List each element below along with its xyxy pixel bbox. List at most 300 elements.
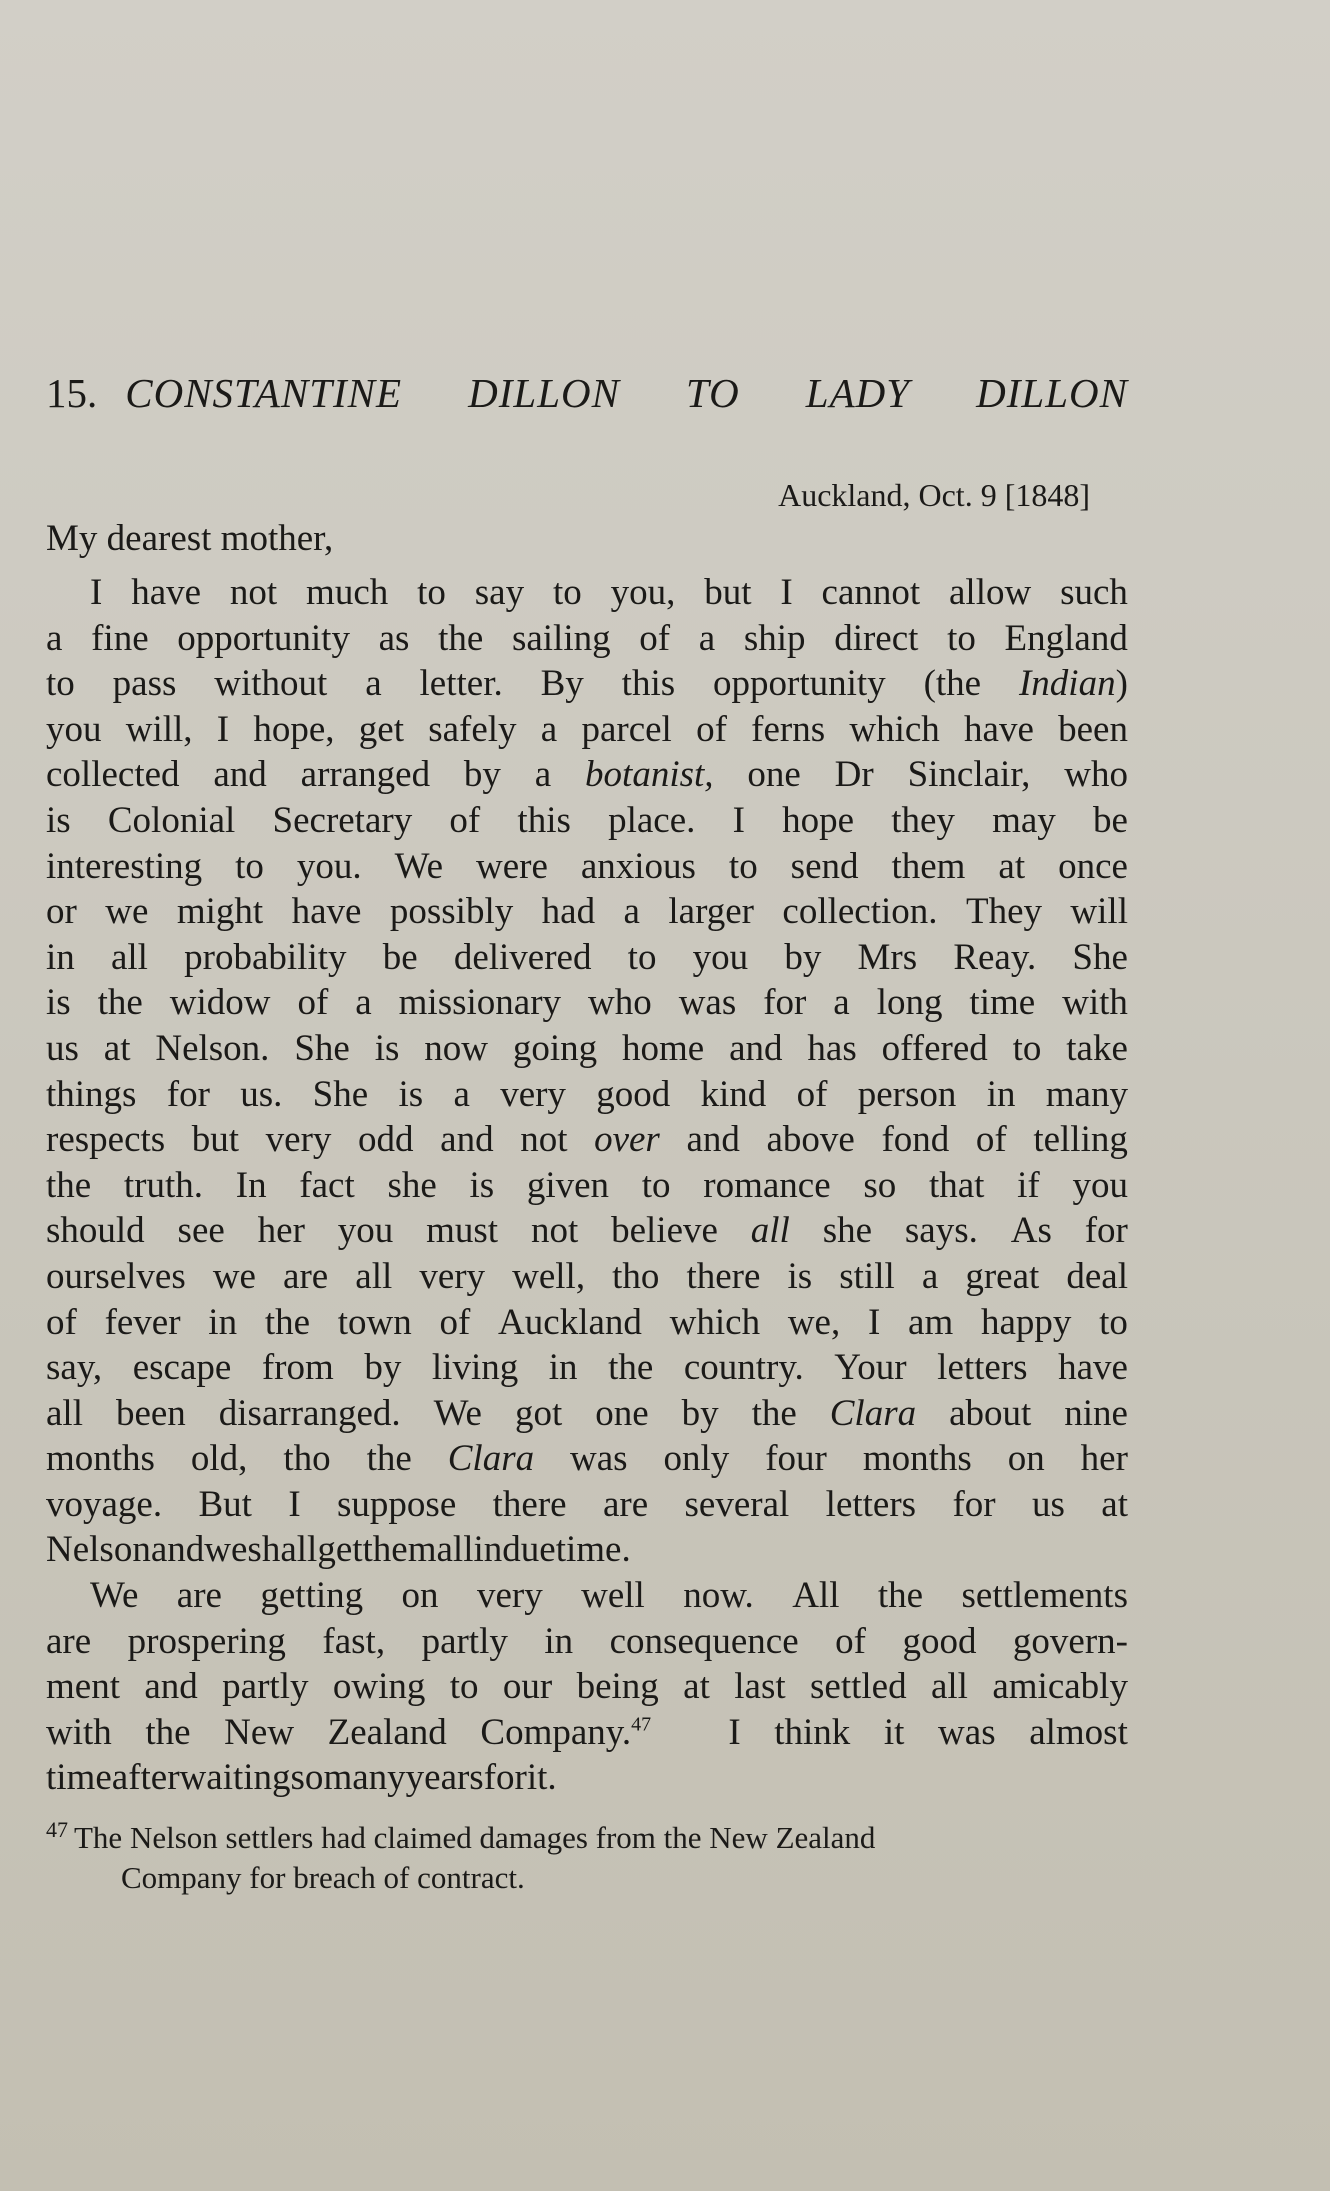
word: not — [229, 572, 278, 613]
word: I — [216, 708, 230, 750]
word: is — [787, 1255, 813, 1297]
word: is — [374, 1027, 400, 1069]
word: if — [1017, 1164, 1040, 1206]
word: in — [986, 1073, 1016, 1115]
text-line — [46, 844, 1128, 890]
word: for — [483, 1757, 527, 1799]
word: Secretary — [272, 799, 413, 841]
word: of — [46, 1301, 77, 1343]
word: from — [261, 1347, 334, 1389]
word: all — [46, 1392, 83, 1434]
word: now. — [683, 1575, 754, 1617]
word: one — [747, 754, 801, 796]
word: fast, — [322, 1620, 386, 1662]
word: a — [921, 1255, 939, 1297]
word: was — [938, 1711, 996, 1753]
word: will — [1070, 891, 1128, 933]
text-line — [46, 1482, 1128, 1528]
word: at — [998, 845, 1026, 887]
word: to — [417, 572, 446, 613]
word: settled — [810, 1666, 907, 1708]
word: the — [608, 1347, 654, 1389]
word: voyage. — [46, 1483, 163, 1525]
word: all — [436, 1529, 474, 1571]
word: get — [317, 1529, 363, 1571]
word: that — [928, 1164, 985, 1206]
word: Reay. — [953, 936, 1037, 978]
word: (the — [923, 663, 982, 705]
word: England — [1004, 617, 1128, 659]
word: you — [46, 708, 102, 750]
word: As — [1010, 1210, 1052, 1252]
word: getting — [260, 1575, 364, 1617]
word: in — [46, 936, 75, 978]
word: given — [526, 1164, 610, 1206]
text-line — [46, 798, 1128, 844]
text-line — [46, 1619, 1128, 1665]
word: nine — [1064, 1392, 1128, 1434]
word: collection. — [782, 891, 938, 933]
word: this — [517, 799, 571, 841]
word: hope, — [253, 708, 335, 750]
word: the — [264, 1301, 311, 1343]
word: escape — [132, 1347, 232, 1389]
word: months — [862, 1438, 972, 1480]
word: above — [766, 1119, 855, 1161]
text-line — [46, 1710, 1128, 1756]
word: almost — [1029, 1711, 1128, 1753]
word: well — [581, 1575, 645, 1617]
word: once — [1058, 845, 1128, 887]
word: not — [520, 1119, 568, 1161]
word: collected — [46, 754, 180, 796]
footnote-line — [46, 1858, 1128, 1898]
word: widow — [169, 982, 271, 1024]
word: say, — [46, 1347, 103, 1389]
word: I — [867, 1301, 881, 1343]
word: and — [150, 1529, 205, 1571]
word: ship — [743, 617, 806, 659]
word: one — [595, 1392, 649, 1434]
word: there — [492, 1483, 567, 1525]
text-line — [46, 1391, 1128, 1437]
word: well, — [512, 1255, 586, 1297]
word: possibly — [389, 891, 514, 933]
word: a — [623, 891, 640, 933]
word: I — [780, 572, 793, 613]
word: over — [594, 1119, 660, 1161]
word: we — [204, 1529, 248, 1571]
word: believe — [611, 1210, 718, 1252]
word: ment — [46, 1666, 120, 1708]
word: Your — [834, 1347, 907, 1389]
word: a — [540, 708, 558, 750]
word: on — [401, 1575, 439, 1617]
word: to — [449, 1666, 479, 1708]
word: at — [683, 1666, 710, 1708]
word: might — [176, 891, 264, 933]
word: you, — [610, 572, 676, 613]
word: very — [500, 1073, 566, 1115]
word: our — [502, 1666, 553, 1708]
word: and — [729, 1027, 783, 1069]
word: in — [548, 1347, 578, 1389]
word: not — [530, 1210, 579, 1252]
word: to — [627, 936, 657, 978]
word: the — [877, 1575, 924, 1617]
word: very — [476, 1575, 543, 1617]
word: all — [355, 1255, 393, 1297]
text-line — [46, 935, 1128, 981]
word: good — [902, 1620, 977, 1662]
word: is — [46, 799, 71, 841]
text-line — [46, 570, 1128, 616]
word: for — [166, 1073, 210, 1115]
word: will, — [125, 708, 193, 750]
dateline: Auckland, Oct. 9 [1848] — [778, 477, 1090, 513]
word: with — [46, 1711, 112, 1753]
word: very — [419, 1255, 486, 1297]
word: the — [438, 617, 484, 659]
footnote-mark: 47 — [46, 1816, 68, 1842]
text-line — [46, 1436, 1128, 1482]
word: should — [46, 1210, 145, 1252]
word: we, — [787, 1301, 841, 1343]
word: botanist, — [585, 754, 714, 796]
word: at — [103, 1027, 131, 1069]
word: are — [46, 1620, 92, 1662]
word: now — [424, 1027, 488, 1069]
word: ourselves — [46, 1255, 186, 1297]
text-line — [46, 889, 1128, 935]
word: been — [1058, 708, 1128, 750]
word: years — [405, 1757, 484, 1799]
word: hope — [782, 799, 855, 841]
word: after — [111, 1757, 180, 1799]
word: to — [947, 617, 976, 659]
word: safely — [428, 708, 517, 750]
word: say — [474, 572, 525, 613]
text-line — [46, 1026, 1128, 1072]
word: tho — [612, 1255, 660, 1297]
word: have — [131, 572, 202, 613]
text-line — [46, 1527, 1128, 1573]
word: consequence — [609, 1620, 799, 1662]
word: are — [602, 1483, 649, 1525]
word: many — [1045, 1073, 1128, 1115]
word: but — [191, 1119, 240, 1161]
word: delivered — [453, 936, 592, 978]
word: Zealand — [327, 1711, 447, 1753]
word: suppose — [337, 1483, 457, 1525]
word: last — [734, 1666, 786, 1708]
word: happy — [980, 1301, 1072, 1343]
word: on — [1007, 1438, 1045, 1480]
word: for — [952, 1483, 996, 1525]
word: we — [105, 891, 149, 933]
word: missionary — [398, 982, 562, 1024]
word: who — [1064, 754, 1128, 796]
word: take — [1066, 1027, 1128, 1069]
word: been — [115, 1392, 186, 1434]
word: truth. — [123, 1164, 204, 1206]
word: by — [364, 1347, 402, 1389]
word: waiting — [179, 1757, 291, 1799]
word: all — [750, 1210, 790, 1252]
word: all — [110, 936, 148, 978]
text-line — [46, 1755, 1128, 1801]
word: by — [681, 1392, 719, 1434]
word: and — [144, 1666, 198, 1708]
word: a — [46, 617, 63, 659]
word: in — [473, 1529, 503, 1571]
word: ferns — [751, 708, 826, 750]
word: got — [514, 1392, 563, 1434]
word: you. — [296, 845, 362, 887]
word: time — [46, 1757, 112, 1799]
word: it — [883, 1711, 905, 1753]
word: get — [358, 708, 404, 750]
word: prospering — [127, 1620, 286, 1662]
word: She — [294, 1027, 350, 1069]
text-line — [46, 1072, 1128, 1118]
heading-word: DILLON — [468, 370, 620, 416]
word: amicably — [992, 1666, 1128, 1708]
word: be — [1092, 799, 1128, 841]
word: to — [728, 845, 758, 887]
word: to — [1099, 1301, 1128, 1343]
word: Clara — [829, 1392, 917, 1434]
word: she — [387, 1164, 437, 1206]
word: odd — [358, 1119, 414, 1161]
word: of — [796, 1073, 828, 1115]
text-line — [46, 1208, 1128, 1254]
word: may — [992, 799, 1056, 841]
word: going — [512, 1027, 598, 1069]
word: old, — [190, 1438, 248, 1480]
word: are — [176, 1575, 222, 1617]
word: letters — [825, 1483, 917, 1525]
word: them — [891, 845, 966, 887]
word: to — [641, 1164, 671, 1206]
word: kind — [700, 1073, 767, 1115]
word: a — [355, 982, 372, 1024]
letter-title — [125, 368, 1128, 418]
text-line — [46, 707, 1128, 753]
word: time. — [555, 1529, 631, 1571]
word: of — [975, 1119, 1007, 1161]
letter-body — [46, 570, 1128, 1801]
word: says. — [904, 1210, 978, 1252]
word: see — [177, 1210, 225, 1252]
word: at — [1101, 1483, 1128, 1525]
word: govern- — [1012, 1620, 1128, 1662]
word: opportunity — [713, 663, 886, 705]
word: in — [544, 1620, 574, 1662]
word: deal — [1066, 1255, 1128, 1297]
word: of — [449, 799, 481, 841]
word: was — [678, 982, 737, 1024]
word: partly — [421, 1620, 508, 1662]
word: of — [696, 708, 727, 750]
word: Nelson. — [155, 1027, 270, 1069]
word: us — [46, 1027, 79, 1069]
word: of — [297, 982, 329, 1024]
word: which — [849, 708, 940, 750]
word: fine — [91, 617, 149, 659]
word: this — [621, 663, 676, 705]
text-line — [46, 752, 1128, 798]
word: several — [684, 1483, 790, 1525]
word: to — [46, 663, 75, 705]
word: arranged — [300, 754, 431, 796]
word: We — [394, 845, 444, 887]
word: by — [463, 754, 501, 796]
heading-word: DILLON — [976, 370, 1128, 416]
word: living — [431, 1347, 519, 1389]
word: had — [541, 891, 596, 933]
word: it. — [526, 1757, 557, 1799]
word: place. — [608, 799, 696, 841]
word: offered — [881, 1027, 988, 1069]
word: think — [774, 1711, 851, 1753]
text-line — [46, 1117, 1128, 1163]
word: fact — [299, 1164, 355, 1206]
word: Clara — [447, 1438, 535, 1480]
word: fond — [881, 1119, 950, 1161]
text-line — [46, 1664, 1128, 1710]
word: cannot — [821, 572, 921, 613]
word: all — [930, 1666, 968, 1708]
word: and — [213, 754, 267, 796]
word: I — [728, 1711, 741, 1753]
word: good — [596, 1073, 671, 1115]
text-line — [46, 1254, 1128, 1300]
word: much — [306, 572, 389, 613]
word: her — [257, 1210, 305, 1252]
word: have — [291, 891, 362, 933]
word: I — [90, 572, 103, 613]
footnote-reference: 47 — [631, 1713, 652, 1736]
word: home — [622, 1027, 705, 1069]
word: We — [433, 1392, 482, 1434]
word: telling — [1033, 1119, 1128, 1161]
word: is — [398, 1073, 424, 1115]
word: All — [792, 1575, 840, 1617]
word: She — [1072, 936, 1128, 978]
word: you — [1072, 1164, 1128, 1206]
word: there — [686, 1255, 761, 1297]
word: the — [46, 1164, 92, 1206]
word: letter. — [419, 663, 503, 705]
word: probability — [184, 936, 347, 978]
word: a — [365, 663, 382, 705]
word: was — [570, 1438, 628, 1480]
footnote-text-2: Company for breach of contract. — [121, 1860, 525, 1895]
word: anxious — [580, 845, 696, 887]
word: were — [475, 845, 548, 887]
word: person — [857, 1073, 957, 1115]
word: for — [1084, 1210, 1128, 1252]
text-line — [46, 980, 1128, 1026]
word: to — [552, 572, 582, 613]
word: you — [337, 1210, 394, 1252]
word: very — [265, 1119, 332, 1161]
word: country. — [683, 1347, 804, 1389]
word: of — [439, 1301, 471, 1343]
word: We — [90, 1575, 139, 1617]
footnote-text-1: The Nelson settlers had claimed damages from the New Zealand — [74, 1820, 876, 1855]
word: but — [704, 572, 752, 613]
word: send — [790, 845, 859, 887]
word: They — [965, 891, 1042, 933]
word: she — [822, 1210, 873, 1252]
word: about — [949, 1392, 1032, 1434]
word: you — [692, 936, 749, 978]
word: letters — [937, 1347, 1028, 1389]
word: is — [46, 982, 71, 1024]
word: and — [440, 1119, 494, 1161]
word: months — [46, 1438, 155, 1480]
word: She — [312, 1073, 369, 1115]
word: partly — [222, 1666, 309, 1708]
word: is — [469, 1164, 495, 1206]
word: settlements — [961, 1575, 1128, 1617]
word: to — [235, 845, 264, 887]
word: Dr — [834, 754, 874, 796]
word: a — [698, 617, 716, 659]
word: as — [378, 617, 410, 659]
word: without — [214, 663, 328, 705]
word: shall — [247, 1529, 318, 1571]
word: parcel — [581, 708, 672, 750]
word: which — [669, 1301, 761, 1343]
word: us. — [240, 1073, 283, 1115]
word: Mrs — [857, 936, 918, 978]
word: the — [751, 1392, 797, 1434]
word: we — [212, 1255, 256, 1297]
text-line — [46, 1345, 1128, 1391]
word: am — [908, 1301, 954, 1343]
word: But — [198, 1483, 252, 1525]
word: the — [366, 1438, 412, 1480]
word: sailing — [511, 617, 611, 659]
word: of — [835, 1620, 866, 1662]
word: being — [576, 1666, 659, 1708]
word: a — [453, 1073, 470, 1115]
word: disarranged. — [218, 1392, 401, 1434]
word: things — [46, 1073, 137, 1115]
word: such — [1060, 572, 1128, 613]
word: with — [1062, 982, 1128, 1024]
word: so — [863, 1164, 897, 1206]
word: time — [969, 982, 1036, 1024]
word: or — [46, 891, 77, 933]
text-line — [46, 616, 1128, 662]
heading-word: LADY — [805, 370, 911, 416]
word: them — [362, 1529, 437, 1571]
word: are — [283, 1255, 329, 1297]
word: Nelson — [46, 1529, 151, 1571]
heading-word: CONSTANTINE — [125, 370, 403, 416]
word: due — [502, 1529, 556, 1571]
word: the — [145, 1711, 191, 1753]
word: by — [784, 936, 822, 978]
word: have — [1058, 1347, 1128, 1389]
heading-word: TO — [686, 370, 740, 416]
footnote-line — [46, 1818, 1128, 1858]
word: allow — [949, 572, 1032, 613]
